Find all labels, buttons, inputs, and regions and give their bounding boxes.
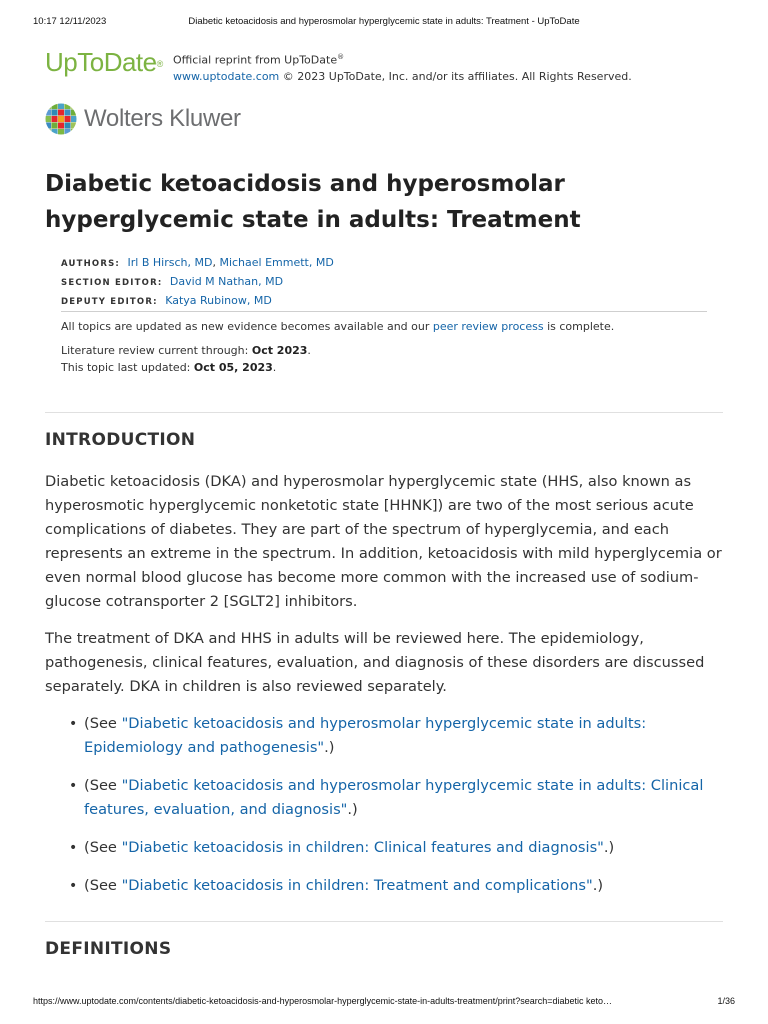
- uptodate-logo-mark: ®: [156, 59, 163, 69]
- see-prefix: (See: [84, 715, 122, 732]
- wolters-kluwer-wordmark: Wolters Kluwer: [84, 105, 241, 132]
- see-also-list: [45, 712, 725, 912]
- list-item: [45, 874, 725, 898]
- peer-review-link[interactable]: peer review process: [432, 320, 544, 333]
- uptodate-logo-text: UpToDate: [45, 47, 157, 77]
- literature-review-date: Oct 2023: [251, 344, 308, 357]
- topic-link[interactable]: "Diabetic ketoacidosis and hyperosmolar hyperglycemic state in adults: Epidemiology and pathogenesis": [84, 715, 647, 756]
- topic-link[interactable]: "Diabetic ketoacidosis and hyperosmolar hyperglycemic state in adults: Clinical features, evaluation, and diagnosis": [84, 777, 704, 818]
- topic-dates: [61, 342, 311, 376]
- update-note: [61, 318, 614, 335]
- literature-review-label: Literature review current through:: [61, 344, 252, 357]
- print-header: [0, 16, 768, 30]
- print-timestamp: 10:17 12/11/2023: [33, 16, 107, 27]
- see-prefix: (See: [84, 777, 122, 794]
- list-item: [45, 836, 725, 860]
- last-updated-label: This topic last updated:: [61, 361, 194, 374]
- introduction-paragraph-2: The treatment of DKA and HHS in adults will be reviewed here. The epidemiology, pathogenesis, clinical features, evaluation, and diagnosis of these disorders are discussed separately. DKA in children is also reviewed separately.: [45, 630, 705, 695]
- see-suffix: .): [603, 839, 615, 856]
- see-prefix: (See: [84, 839, 122, 856]
- print-url: https://www.uptodate.com/contents/diabetic-ketoacidosis-and-hyperosmolar-hyperglycemic-state-in-adults-treatment/print?search=diabetic keto…: [33, 996, 613, 1006]
- update-note-text: All topics are updated as new evidence becomes available and our: [61, 320, 433, 333]
- uptodate-site-link[interactable]: www.uptodate.com: [173, 69, 280, 83]
- credit-label: AUTHORS:: [61, 259, 121, 269]
- see-suffix: .): [324, 739, 335, 756]
- see-prefix: (See: [84, 877, 122, 894]
- list-item: [45, 712, 725, 760]
- last-updated-line: [61, 359, 311, 376]
- credit-deputy-editor: [61, 292, 334, 311]
- topic-link[interactable]: "Diabetic ketoacidosis in children: Clinical features and diagnosis": [121, 839, 604, 856]
- credit-section-editor: [61, 273, 334, 292]
- author-link[interactable]: Irl B Hirsch, MD: [127, 256, 213, 269]
- bullet-icon: •: [69, 716, 78, 732]
- deputy-editor-link[interactable]: Katya Rubinow, MD: [165, 294, 272, 307]
- bullet-icon: •: [69, 840, 78, 856]
- divider: [45, 921, 723, 922]
- print-footer: [0, 996, 768, 1010]
- page-title: Diabetic ketoacidosis and hyperosmolar hyperglycemic state in adults: Treatment: [45, 171, 581, 233]
- divider: [45, 412, 723, 413]
- author-link[interactable]: Michael Emmett, MD: [219, 256, 334, 269]
- last-updated-date: Oct 05, 2023: [193, 361, 273, 374]
- topic-link[interactable]: "Diabetic ketoacidosis in children: Treatment and complications": [121, 877, 593, 894]
- credit-label: DEPUTY EDITOR:: [61, 297, 158, 307]
- list-item: [45, 774, 725, 822]
- print-page-title: Diabetic ketoacidosis and hyperosmolar hyperglycemic state in adults: Treatment - UpToDate: [188, 16, 580, 27]
- wolters-kluwer-logo: [45, 103, 241, 135]
- literature-review-line: [61, 342, 311, 359]
- page-number: 1/36: [717, 996, 735, 1006]
- divider: [61, 311, 707, 312]
- bullet-icon: •: [69, 778, 78, 794]
- section-editor-link[interactable]: David M Nathan, MD: [169, 275, 284, 288]
- introduction-paragraph-1: Diabetic ketoacidosis (DKA) and hyperosmolar hyperglycemic state (HHS, also known as hyperosmotic hyperglycemic nonketotic state [HHNK]) are two of the most serious acute complications of diabetes. They are part of the spectrum of hyperglycemia, and each represents an extreme in the spectrum. In addition, ketoacidosis with mild hyperglycemia or even normal blood glucose has become more common with the increased use of sodium-glucose cotransporter 2 [SGLT2] inhibitors.: [45, 473, 722, 610]
- wolters-kluwer-mark-icon: [45, 103, 77, 135]
- introduction-heading: INTRODUCTION: [45, 430, 196, 450]
- definitions-heading: DEFINITIONS: [45, 939, 172, 959]
- reprint-line: Official reprint from UpToDate: [173, 53, 338, 67]
- credit-authors: AUTHORS: Irl B Hirsch, MD, Michael Emmett, MD: [61, 256, 334, 269]
- reprint-notice: [173, 49, 632, 85]
- uptodate-logo[interactable]: [45, 47, 163, 77]
- credit-label: SECTION EDITOR:: [61, 278, 163, 288]
- copyright-text: © 2023 UpToDate, Inc. and/or its affiliates. All Rights Reserved.: [279, 69, 632, 83]
- bullet-icon: •: [69, 878, 78, 894]
- literature-review-end: .: [307, 344, 311, 357]
- reprint-mark: ®: [337, 53, 345, 61]
- article-credits: [61, 254, 334, 311]
- update-note-end: is complete.: [543, 320, 615, 333]
- see-suffix: .): [592, 877, 604, 894]
- see-suffix: .): [347, 801, 358, 818]
- last-updated-end: .: [272, 361, 277, 374]
